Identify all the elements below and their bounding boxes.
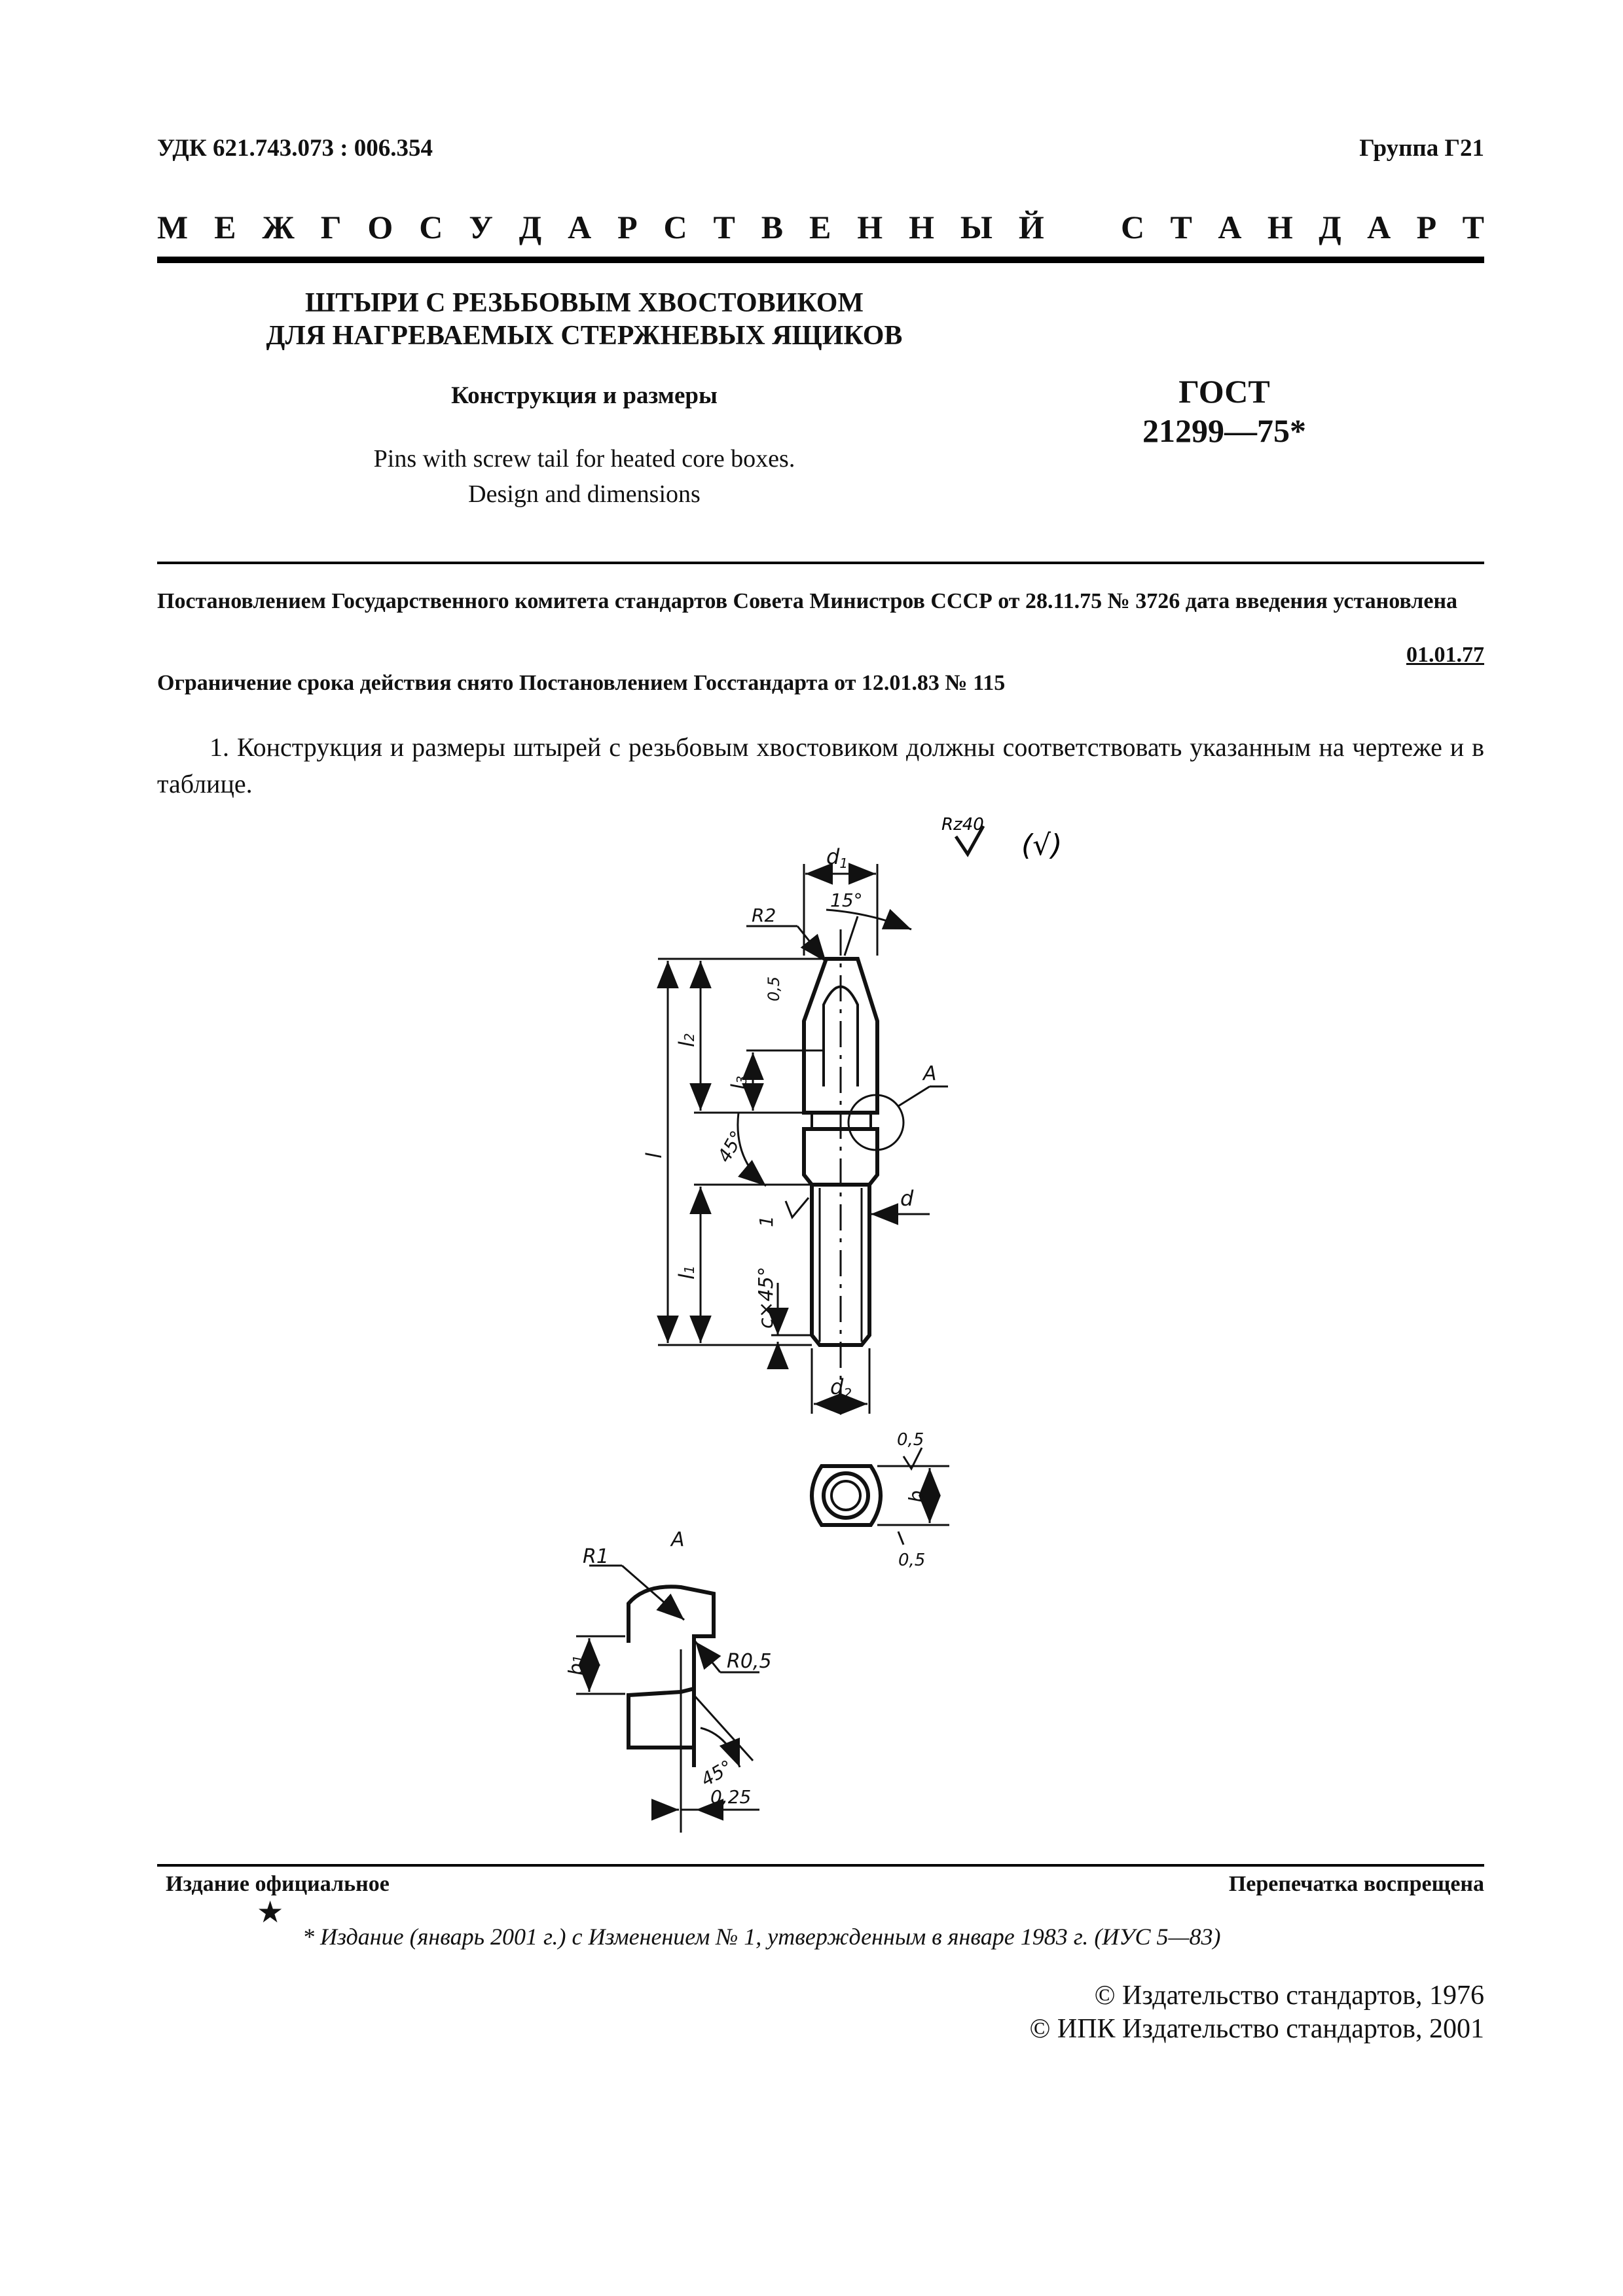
dim-l-total: l [642,1153,666,1158]
heading-letter: Т [713,209,735,245]
dim-angle-15: 15° [830,889,863,911]
restriction-note: Ограничение срока действия снято Постановлением Госстандарта от 12.01.83 № 115 [157,671,1006,695]
svg-text:d2 [830,1374,852,1401]
dim-d2-sub: 2 [843,1386,852,1401]
dim-b1-sub: 1 [570,1655,586,1663]
reprint-prohibited-label: Перепечатка воспрещена [1228,1872,1484,1896]
dim-b1: b [565,1662,588,1676]
heading-letter: А [568,209,592,245]
heading-letter: Ж [262,209,295,245]
svg-text:d1 [826,844,848,871]
dim-detail-025: 0,25 [710,1786,752,1808]
heading-letter: Н [909,209,934,245]
edition-note: * Издание (январь 2001 г.) с Изменением № 1, утвержденным в январе 1983 г. (ИУС 5—83) [302,1924,1221,1950]
heading-letter: Г [320,209,342,245]
svg-text:l1 [674,1265,699,1280]
heading-letter: Й [1018,209,1044,245]
dim-l2-sub: 2 [682,1033,697,1042]
dim-r1: R1 [583,1545,609,1568]
heading-letter: Т [1462,209,1484,245]
pin-main-view [804,929,903,1420]
copyright-2001: © ИПК Издательство стандартов, 2001 [1029,2014,1484,2044]
official-edition-label: Издание официальное [166,1872,390,1896]
dim-angle-45: 45° [713,1127,748,1166]
dim-b: b [905,1490,928,1503]
heading-letter: О [367,209,393,245]
svg-text:b1 [565,1655,588,1676]
heading-letter: Н [857,209,883,245]
heading-letter: Н [1267,209,1293,245]
detail-a-profile [629,1587,714,1748]
footer-divider [157,1864,1484,1867]
heading-letter: Е [809,209,831,245]
heading-letter: А [1367,209,1391,245]
detail-a-labels [565,1545,772,1808]
copyright-1976: © Издательство стандартов, 1976 [1094,1981,1484,2011]
roughness-label: Rz40 [941,815,984,834]
label-view-a: A [923,1062,937,1085]
title-line-1: ШТЫРИ С РЕЗЬБОВЫМ ХВОСТОВИКОМ [304,288,864,318]
end-view-inner-ring [831,1481,860,1510]
roughness-rest-label: (√) [1021,829,1063,862]
introduction-date: 01.01.77 [1406,643,1484,667]
heading-letter: Т [1170,209,1192,245]
dim-top-05: 0,5 [897,1430,924,1450]
dim-one: 1 [756,1215,777,1227]
heading-letter: Е [214,209,236,245]
heading-letter: У [469,209,493,245]
dim-l1: l [674,1274,699,1280]
dim-05-vertical: 0,5 [765,976,783,1001]
dim-r2: R2 [752,905,776,926]
dimension-labels [642,844,937,1401]
pin-end-view [812,1448,949,1545]
dim-l1-sub: 1 [682,1265,697,1274]
dim-l3-sub: 3 [734,1075,750,1085]
english-title-line-1: Pins with screw tail for heated core boxes. [373,445,795,473]
heading-letter: М [157,209,189,245]
dim-d1-sub: 1 [839,855,848,871]
gost-number: 21299—75* [1142,412,1306,449]
svg-text:l3 [727,1075,752,1090]
gost-label: ГОСТ [1178,373,1270,410]
end-view-labels [897,1430,928,1570]
label-detail-a: A [671,1528,685,1551]
udk-code: УДК 621.743.073 : 006.354 [157,135,433,162]
svg-text:l2 [674,1033,699,1047]
title-line-2: ДЛЯ НАГРЕВАЕМЫХ СТЕРЖНЕВЫХ ЯЩИКОВ [266,321,903,351]
heading-letter: С [1121,209,1145,245]
dim-chamfer: c×45° [755,1266,778,1329]
heading-letter: Р [1416,209,1437,245]
star-icon: ★ [257,1894,284,1929]
decree-text: Постановлением Государственного комитета стандартов Совета Министров СССР от 28.11.75 № 3726 дата введения установлена [157,589,1458,613]
dim-l3: l [727,1084,752,1090]
heading-letter: В [761,209,784,245]
dim-l2: l [674,1041,699,1047]
document-subtitle: Конструкция и размеры [451,382,718,409]
heading-letter: Д [519,209,542,245]
dim-d: d [900,1186,914,1211]
heading-letter: Ы [960,209,993,245]
dim-d1: d [826,844,840,869]
heading-letter: А [1218,209,1242,245]
heading-letter: С [419,209,443,245]
clause-1-paragraph: 1. Конструкция и размеры штырей с резьбовым хвостовиком должны соответствовать указанным на чертеже и в таблице. [157,732,1484,798]
roughness-symbol [941,815,1062,862]
group-code: Группа Г21 [1359,135,1484,162]
dim-bottom-05: 0,5 [898,1551,926,1570]
dim-d2: d [830,1374,844,1399]
dim-r05: R0,5 [727,1650,772,1673]
english-title-line-2: Design and dimensions [468,480,701,508]
heading-letter: Д [1319,209,1341,245]
heading-letter: Р [617,209,638,245]
dim-detail-45: 45° [697,1755,737,1791]
heading-letter: С [663,209,687,245]
